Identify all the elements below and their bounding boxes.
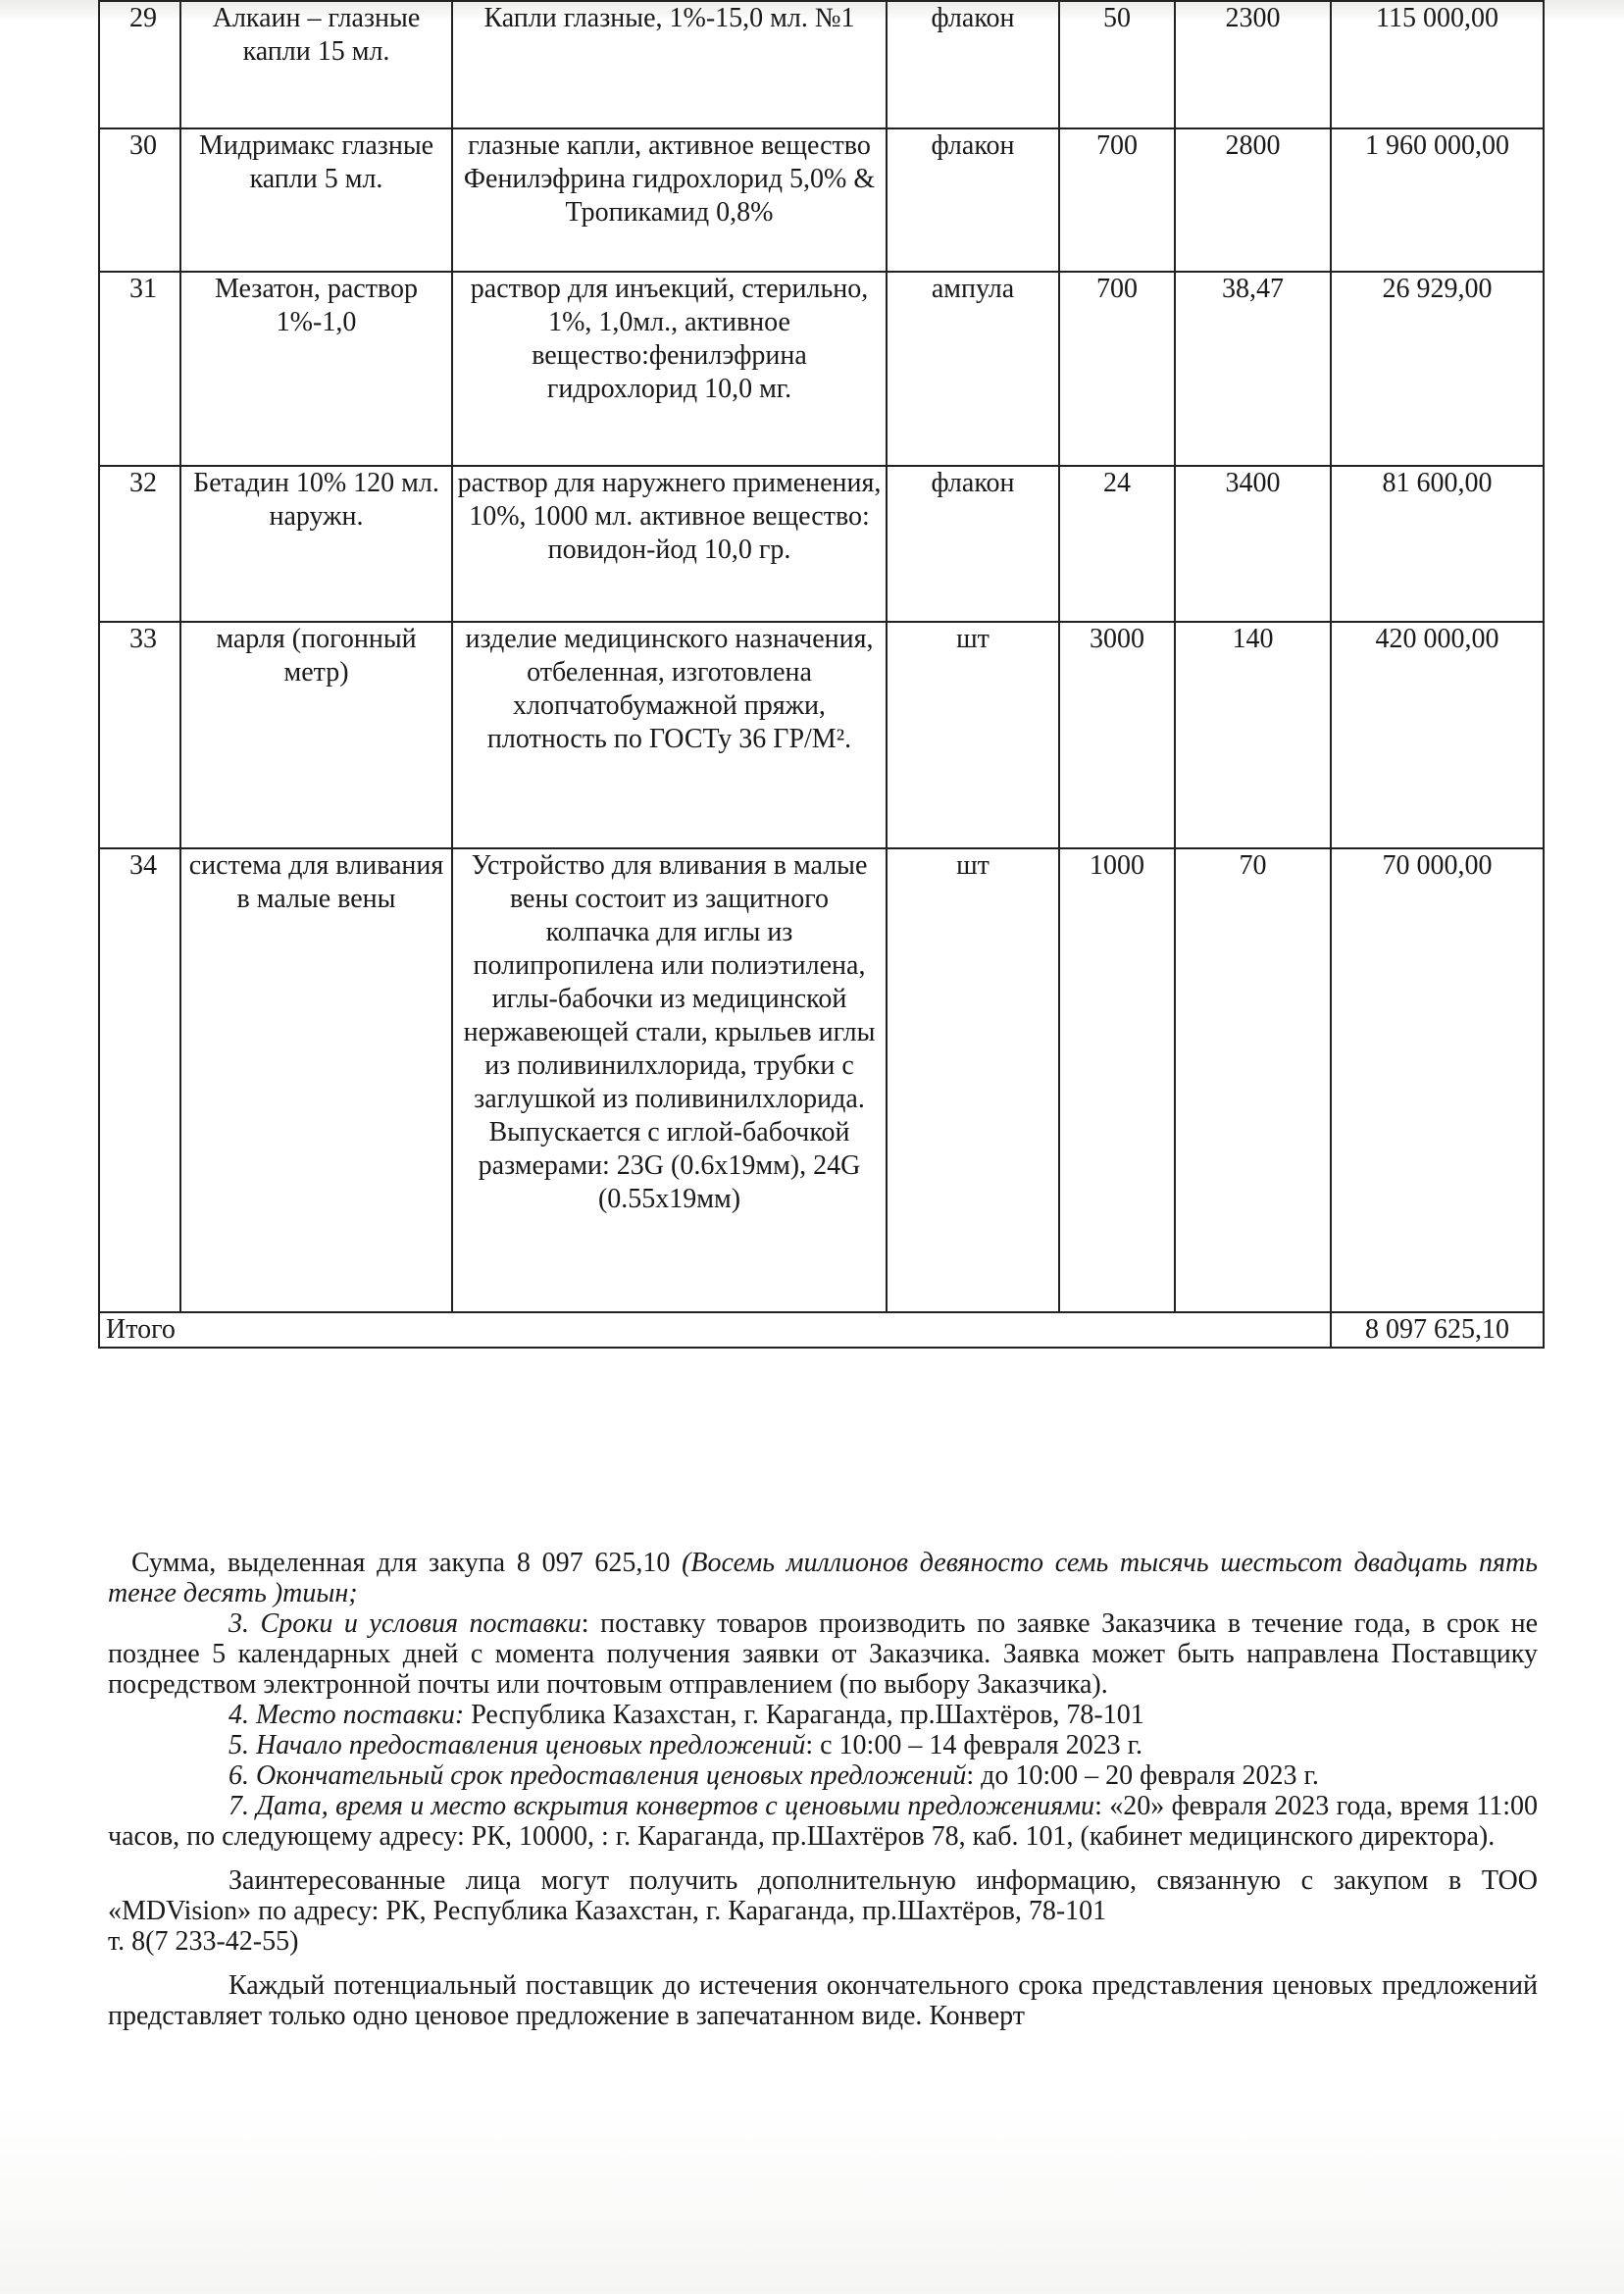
offers-start-paragraph: [108, 1730, 1538, 1760]
allocated-sum-words: (Восемь миллионов девяносто семь тысячь шестьсот двадцать пять тенге десять )тиын;: [108, 1548, 1539, 1608]
delivery-place-paragraph: [108, 1700, 1538, 1730]
item-price: 140: [1175, 622, 1331, 848]
phone-line: т. 8(7 233-42-55): [108, 1926, 299, 1957]
item-description: Капли глазные, 1%-15,0 мл. №1: [452, 1, 887, 128]
row-number: 29: [99, 1, 180, 128]
info-paragraph: Заинтересованные лица могут получить дополнительную информацию, связанную с закупом в ТОО «MDVision» по адресу: РК, Республика Казахстан, г. Караганда, пр.Шахтёров, 78-101: [108, 1865, 1538, 1926]
final-paragraph: Каждый потенциальный поставщик до истечения окончательного срока представления ценовых предложений представляет только одно ценовое предложение в запечатанном виде. Конверт: [108, 1970, 1538, 2031]
item-description: раствор для наружнего применения, 10%, 1000 мл. активное вещество: повидон-йод 10,0 гр.: [452, 466, 887, 622]
delivery-place-label: 4. Место поставки:: [228, 1700, 465, 1730]
item-price: 2300: [1175, 1, 1331, 128]
item-name: Мезатон, раствор 1%-1,0: [180, 272, 452, 466]
delivery-terms-text: : поставку товаров производить по заявке Заказчика в течение года, в срок не позднее 5 календарных дней с момента получения заявки от Заказчика. Заявка может быть направлена Поставщику посредством электронной почты или почтовым отправлением (по выбору Заказчика).: [108, 1608, 1539, 1700]
item-qty: 700: [1059, 128, 1175, 272]
item-name: Бетадин 10% 120 мл. наружн.: [180, 466, 452, 622]
goods-table: [98, 0, 1545, 1349]
row-number: 30: [99, 128, 180, 272]
delivery-terms-paragraph: [108, 1608, 1538, 1700]
table-row: [99, 1, 1544, 128]
item-unit: флакон: [887, 466, 1059, 622]
item-qty: 700: [1059, 272, 1175, 466]
item-sum: 81 600,00: [1331, 466, 1544, 622]
item-sum: 1 960 000,00: [1331, 128, 1544, 272]
item-unit: флакон: [887, 1, 1059, 128]
row-number: 31: [99, 272, 180, 466]
delivery-place-text: Республика Казахстан, г. Караганда, пр.Шахтёров, 78-101: [464, 1700, 1144, 1730]
item-sum: 115 000,00: [1331, 1, 1544, 128]
item-unit: ампула: [887, 272, 1059, 466]
total-sum: 8 097 625,10: [1331, 1312, 1544, 1348]
delivery-terms-label: 3. Сроки и условия поставки: [228, 1608, 582, 1639]
item-qty: 50: [1059, 1, 1175, 128]
item-name: Мидримакс глазные капли 5 мл.: [180, 128, 452, 272]
item-unit: шт: [887, 848, 1059, 1312]
item-unit: флакон: [887, 128, 1059, 272]
item-sum: 420 000,00: [1331, 622, 1544, 848]
item-sum: 26 929,00: [1331, 272, 1544, 466]
scan-bottom-tint: [0, 2109, 1624, 2294]
item-price: 70: [1175, 848, 1331, 1312]
row-number: 34: [99, 848, 180, 1312]
envelope-opening-label: 7. Дата, время и место вскрытия конвертов с ценовыми предложениями: [228, 1791, 1095, 1821]
item-price: 2800: [1175, 128, 1331, 272]
offers-deadline-label: 6. Окончательный срок предоставления ценовых предложений: [228, 1760, 967, 1791]
item-unit: шт: [887, 622, 1059, 848]
offers-start-label: 5. Начало предоставления ценовых предложений: [228, 1730, 806, 1760]
item-description: Устройство для вливания в малые вены состоит из защитного колпачка для иглы из полипропилена или полиэтилена, иглы-бабочки из медицинской нержавеющей стали, крыльев иглы из поливинилхлорида, трубки с заглушкой из поливинилхлорида. Выпускается с иглой-бабочкой размерами: 23G (0.6x19мм), 24G (0.55x19мм): [452, 848, 887, 1312]
item-sum: 70 000,00: [1331, 848, 1544, 1312]
offers-start-text: : с 10:00 – 14 февраля 2023 г.: [805, 1730, 1142, 1760]
item-qty: 1000: [1059, 848, 1175, 1312]
item-price: 38,47: [1175, 272, 1331, 466]
envelope-opening-paragraph: [108, 1791, 1538, 1852]
item-price: 3400: [1175, 466, 1331, 622]
item-name: Алкаин – глазные капли 15 мл.: [180, 1, 452, 128]
item-qty: 3000: [1059, 622, 1175, 848]
item-name: марля (погонный метр): [180, 622, 452, 848]
total-row: [99, 1312, 1544, 1348]
offers-deadline-paragraph: [108, 1760, 1538, 1791]
row-number: 33: [99, 622, 180, 848]
item-description: раствор для инъекций, стерильно, 1%, 1,0мл., активное вещество:фенилэфрина гидрохлорид 10,0 мг.: [452, 272, 887, 466]
envelope-opening-text: : «20» февраля 2023 года, время 11:00 часов, по следующему адресу: РК, 10000, : г. Караганда, пр.Шахтёров 78, каб. 101, (кабинет медицинского директора).: [108, 1791, 1538, 1852]
document-body: [108, 1548, 1538, 2031]
item-description: глазные капли, активное вещество Фенилэфрина гидрохлорид 5,0% & Тропикамид 0,8%: [452, 128, 887, 272]
offers-deadline-text: : до 10:00 – 20 февраля 2023 г.: [966, 1760, 1319, 1791]
table-row: [99, 466, 1544, 622]
table-row: [99, 622, 1544, 848]
table-row: [99, 128, 1544, 272]
allocated-sum-lead: Сумма, выделенная для закупа 8 097 625,10: [131, 1548, 683, 1578]
row-number: 32: [99, 466, 180, 622]
item-qty: 24: [1059, 466, 1175, 622]
allocated-sum-paragraph: [108, 1548, 1538, 1608]
table-row: [99, 848, 1544, 1312]
table-row: [99, 272, 1544, 466]
item-name: система для вливания в малые вены: [180, 848, 452, 1312]
item-description: изделие медицинского назначения, отбеленная, изготовлена хлопчатобумажной пряжи, плотность по ГОСТу 36 ГР/М².: [452, 622, 887, 848]
total-label: Итого: [99, 1312, 1331, 1348]
